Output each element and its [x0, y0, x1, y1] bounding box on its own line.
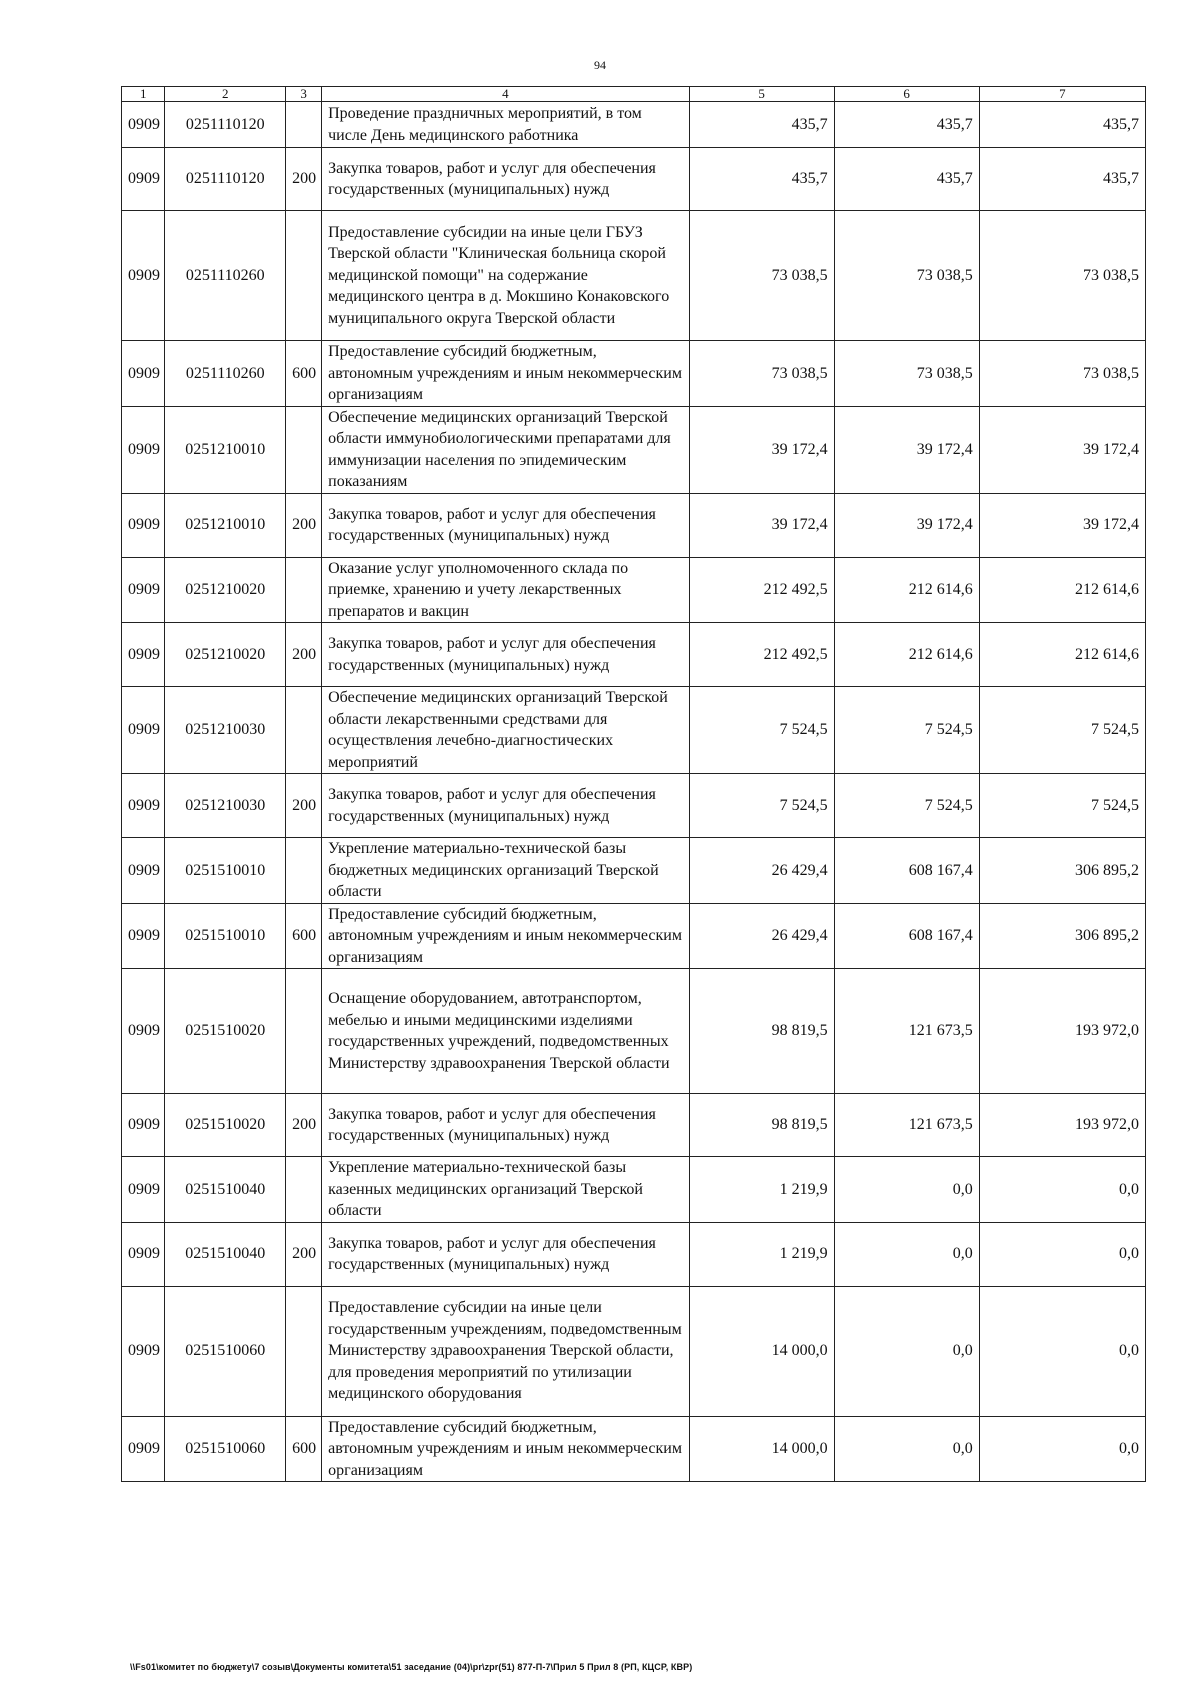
header-row: [122, 87, 1146, 102]
amount-col7-cell: 7 524,5: [979, 687, 1145, 774]
target-article-code-cell: 0251510040: [165, 1222, 286, 1286]
table-row: [122, 148, 1146, 211]
amount-col7-cell: 212 614,6: [979, 623, 1145, 687]
section-code-cell: 0909: [122, 774, 165, 838]
amount-col6-cell: 0,0: [834, 1416, 979, 1482]
expense-type-code-cell: [286, 557, 322, 623]
item-name-cell: Закупка товаров, работ и услуг для обеспечения государственных (муниципальных) нужд: [322, 623, 689, 687]
column-header: 3: [286, 87, 322, 102]
section-code-cell: 0909: [122, 903, 165, 969]
item-name-cell: Оказание услуг уполномоченного склада по приемке, хранению и учету лекарственных препаратов и вакцин: [322, 557, 689, 623]
section-code-cell: 0909: [122, 406, 165, 493]
amount-col7-cell: 73 038,5: [979, 341, 1145, 407]
amount-col5-cell: 26 429,4: [689, 838, 834, 904]
amount-col6-cell: 435,7: [834, 102, 979, 148]
amount-col5-cell: 212 492,5: [689, 557, 834, 623]
amount-col5-cell: 1 219,9: [689, 1157, 834, 1223]
column-header: 5: [689, 87, 834, 102]
target-article-code-cell: 0251110260: [165, 211, 286, 341]
section-code-cell: 0909: [122, 557, 165, 623]
table-row: [122, 1094, 1146, 1157]
target-article-code-cell: 0251210020: [165, 623, 286, 687]
amount-col5-cell: 73 038,5: [689, 211, 834, 341]
expense-type-code-cell: 200: [286, 493, 322, 557]
column-header: 4: [322, 87, 689, 102]
target-article-code-cell: 0251510060: [165, 1286, 286, 1416]
expense-type-code-cell: 600: [286, 341, 322, 407]
expense-type-code-cell: 600: [286, 903, 322, 969]
amount-col7-cell: 435,7: [979, 102, 1145, 148]
target-article-code-cell: 0251510010: [165, 903, 286, 969]
table-row: [122, 406, 1146, 493]
target-article-code-cell: 0251510010: [165, 838, 286, 904]
amount-col7-cell: 0,0: [979, 1286, 1145, 1416]
amount-col7-cell: 73 038,5: [979, 211, 1145, 341]
table-row: [122, 493, 1146, 557]
expense-type-code-cell: [286, 687, 322, 774]
amount-col5-cell: 212 492,5: [689, 623, 834, 687]
amount-col5-cell: 98 819,5: [689, 1094, 834, 1157]
amount-col5-cell: 435,7: [689, 148, 834, 211]
target-article-code-cell: 0251510020: [165, 1094, 286, 1157]
column-header: 7: [979, 87, 1145, 102]
amount-col7-cell: 7 524,5: [979, 774, 1145, 838]
expense-type-code-cell: 200: [286, 774, 322, 838]
amount-col5-cell: 39 172,4: [689, 406, 834, 493]
amount-col5-cell: 1 219,9: [689, 1222, 834, 1286]
expense-type-code-cell: [286, 406, 322, 493]
amount-col5-cell: 73 038,5: [689, 341, 834, 407]
amount-col7-cell: 39 172,4: [979, 406, 1145, 493]
target-article-code-cell: 0251510060: [165, 1416, 286, 1482]
expense-type-code-cell: 200: [286, 623, 322, 687]
item-name-cell: Закупка товаров, работ и услуг для обеспечения государственных (муниципальных) нужд: [322, 148, 689, 211]
table-row: [122, 1222, 1146, 1286]
target-article-code-cell: 0251210020: [165, 557, 286, 623]
amount-col6-cell: 608 167,4: [834, 838, 979, 904]
table-row: [122, 774, 1146, 838]
amount-col6-cell: 73 038,5: [834, 211, 979, 341]
section-code-cell: 0909: [122, 687, 165, 774]
target-article-code-cell: 0251510040: [165, 1157, 286, 1223]
amount-col6-cell: 7 524,5: [834, 774, 979, 838]
item-name-cell: Обеспечение медицинских организаций Тверской области иммунобиологическими препаратами для иммунизации населения по эпидемическим показаниям: [322, 406, 689, 493]
table-row: [122, 687, 1146, 774]
section-code-cell: 0909: [122, 1416, 165, 1482]
item-name-cell: Укрепление материально-технической базы казенных медицинских организаций Тверской области: [322, 1157, 689, 1223]
amount-col5-cell: 7 524,5: [689, 687, 834, 774]
section-code-cell: 0909: [122, 623, 165, 687]
item-name-cell: Предоставление субсидии на иные цели ГБУЗ Тверской области "Клиническая больница скорой медицинской помощи" на содержание медицинского центра в д. Мокшино Конаковского муниципального округа Тверской области: [322, 211, 689, 341]
section-code-cell: 0909: [122, 102, 165, 148]
amount-col7-cell: 193 972,0: [979, 969, 1145, 1094]
amount-col7-cell: 0,0: [979, 1157, 1145, 1223]
amount-col6-cell: 0,0: [834, 1157, 979, 1223]
amount-col7-cell: 212 614,6: [979, 557, 1145, 623]
item-name-cell: Предоставление субсидий бюджетным, автономным учреждениям и иным некоммерческим организациям: [322, 341, 689, 407]
section-code-cell: 0909: [122, 1222, 165, 1286]
amount-col6-cell: 7 524,5: [834, 687, 979, 774]
expense-type-code-cell: [286, 969, 322, 1094]
table-row: [122, 903, 1146, 969]
target-article-code-cell: 0251110120: [165, 102, 286, 148]
table-row: [122, 838, 1146, 904]
amount-col7-cell: 0,0: [979, 1222, 1145, 1286]
table-row: [122, 969, 1146, 1094]
expense-type-code-cell: [286, 211, 322, 341]
section-code-cell: 0909: [122, 1094, 165, 1157]
footer-file-path: \\Fs01\комитет по бюджету\7 созыв\Документы комитета\51 заседание (04)\pr\zpr(51) 877-П-7\Прил 5 Прил 8 (РП, КЦСР, КВР): [130, 1662, 693, 1672]
amount-col6-cell: 39 172,4: [834, 493, 979, 557]
amount-col7-cell: 306 895,2: [979, 838, 1145, 904]
budget-table: [121, 86, 1146, 1482]
expense-type-code-cell: [286, 102, 322, 148]
table-row: [122, 1416, 1146, 1482]
section-code-cell: 0909: [122, 493, 165, 557]
item-name-cell: Предоставление субсидий бюджетным, автономным учреждениям и иным некоммерческим организациям: [322, 903, 689, 969]
amount-col6-cell: 0,0: [834, 1222, 979, 1286]
amount-col7-cell: 306 895,2: [979, 903, 1145, 969]
section-code-cell: 0909: [122, 341, 165, 407]
page-number: 94: [594, 58, 606, 72]
amount-col5-cell: 14 000,0: [689, 1286, 834, 1416]
expense-type-code-cell: 600: [286, 1416, 322, 1482]
amount-col6-cell: 121 673,5: [834, 1094, 979, 1157]
target-article-code-cell: 0251210030: [165, 774, 286, 838]
table-row: [122, 1286, 1146, 1416]
expense-type-code-cell: [286, 1157, 322, 1223]
column-header: 1: [122, 87, 165, 102]
target-article-code-cell: 0251110260: [165, 341, 286, 407]
section-code-cell: 0909: [122, 148, 165, 211]
amount-col5-cell: 14 000,0: [689, 1416, 834, 1482]
amount-col5-cell: 26 429,4: [689, 903, 834, 969]
target-article-code-cell: 0251510020: [165, 969, 286, 1094]
item-name-cell: Закупка товаров, работ и услуг для обеспечения государственных (муниципальных) нужд: [322, 1094, 689, 1157]
amount-col5-cell: 7 524,5: [689, 774, 834, 838]
item-name-cell: Закупка товаров, работ и услуг для обеспечения государственных (муниципальных) нужд: [322, 774, 689, 838]
target-article-code-cell: 0251210030: [165, 687, 286, 774]
amount-col7-cell: 435,7: [979, 148, 1145, 211]
amount-col5-cell: 435,7: [689, 102, 834, 148]
expense-type-code-cell: 200: [286, 148, 322, 211]
item-name-cell: Закупка товаров, работ и услуг для обеспечения государственных (муниципальных) нужд: [322, 493, 689, 557]
table-row: [122, 211, 1146, 341]
item-name-cell: Укрепление материально-технической базы бюджетных медицинских организаций Тверской области: [322, 838, 689, 904]
amount-col7-cell: 39 172,4: [979, 493, 1145, 557]
expense-type-code-cell: 200: [286, 1094, 322, 1157]
amount-col6-cell: 608 167,4: [834, 903, 979, 969]
item-name-cell: Закупка товаров, работ и услуг для обеспечения государственных (муниципальных) нужд: [322, 1222, 689, 1286]
item-name-cell: Оснащение оборудованием, автотранспортом, мебелью и иными медицинскими изделиями государственных учреждений, подведомственных Министерству здравоохранения Тверской области: [322, 969, 689, 1094]
section-code-cell: 0909: [122, 1157, 165, 1223]
column-header: 2: [165, 87, 286, 102]
amount-col5-cell: 39 172,4: [689, 493, 834, 557]
amount-col6-cell: 73 038,5: [834, 341, 979, 407]
expense-type-code-cell: 200: [286, 1222, 322, 1286]
item-name-cell: Предоставление субсидий бюджетным, автономным учреждениям и иным некоммерческим организациям: [322, 1416, 689, 1482]
amount-col6-cell: 0,0: [834, 1286, 979, 1416]
amount-col5-cell: 98 819,5: [689, 969, 834, 1094]
table-row: [122, 341, 1146, 407]
section-code-cell: 0909: [122, 969, 165, 1094]
amount-col7-cell: 193 972,0: [979, 1094, 1145, 1157]
amount-col6-cell: 435,7: [834, 148, 979, 211]
amount-col6-cell: 212 614,6: [834, 557, 979, 623]
item-name-cell: Предоставление субсидии на иные цели государственным учреждениям, подведомственным Министерству здравоохранения Тверской области, для проведения мероприятий по утилизации медицинского оборудования: [322, 1286, 689, 1416]
amount-col6-cell: 121 673,5: [834, 969, 979, 1094]
item-name-cell: Обеспечение медицинских организаций Тверской области лекарственными средствами для осуществления лечебно-диагностических мероприятий: [322, 687, 689, 774]
target-article-code-cell: 0251210010: [165, 406, 286, 493]
amount-col6-cell: 39 172,4: [834, 406, 979, 493]
section-code-cell: 0909: [122, 211, 165, 341]
table-row: [122, 1157, 1146, 1223]
table-row: [122, 557, 1146, 623]
column-header: 6: [834, 87, 979, 102]
table-row: [122, 623, 1146, 687]
expense-type-code-cell: [286, 1286, 322, 1416]
target-article-code-cell: 0251210010: [165, 493, 286, 557]
table-row: [122, 102, 1146, 148]
section-code-cell: 0909: [122, 838, 165, 904]
amount-col6-cell: 212 614,6: [834, 623, 979, 687]
expense-type-code-cell: [286, 838, 322, 904]
item-name-cell: Проведение праздничных мероприятий, в том числе День медицинского работника: [322, 102, 689, 148]
amount-col7-cell: 0,0: [979, 1416, 1145, 1482]
target-article-code-cell: 0251110120: [165, 148, 286, 211]
section-code-cell: 0909: [122, 1286, 165, 1416]
